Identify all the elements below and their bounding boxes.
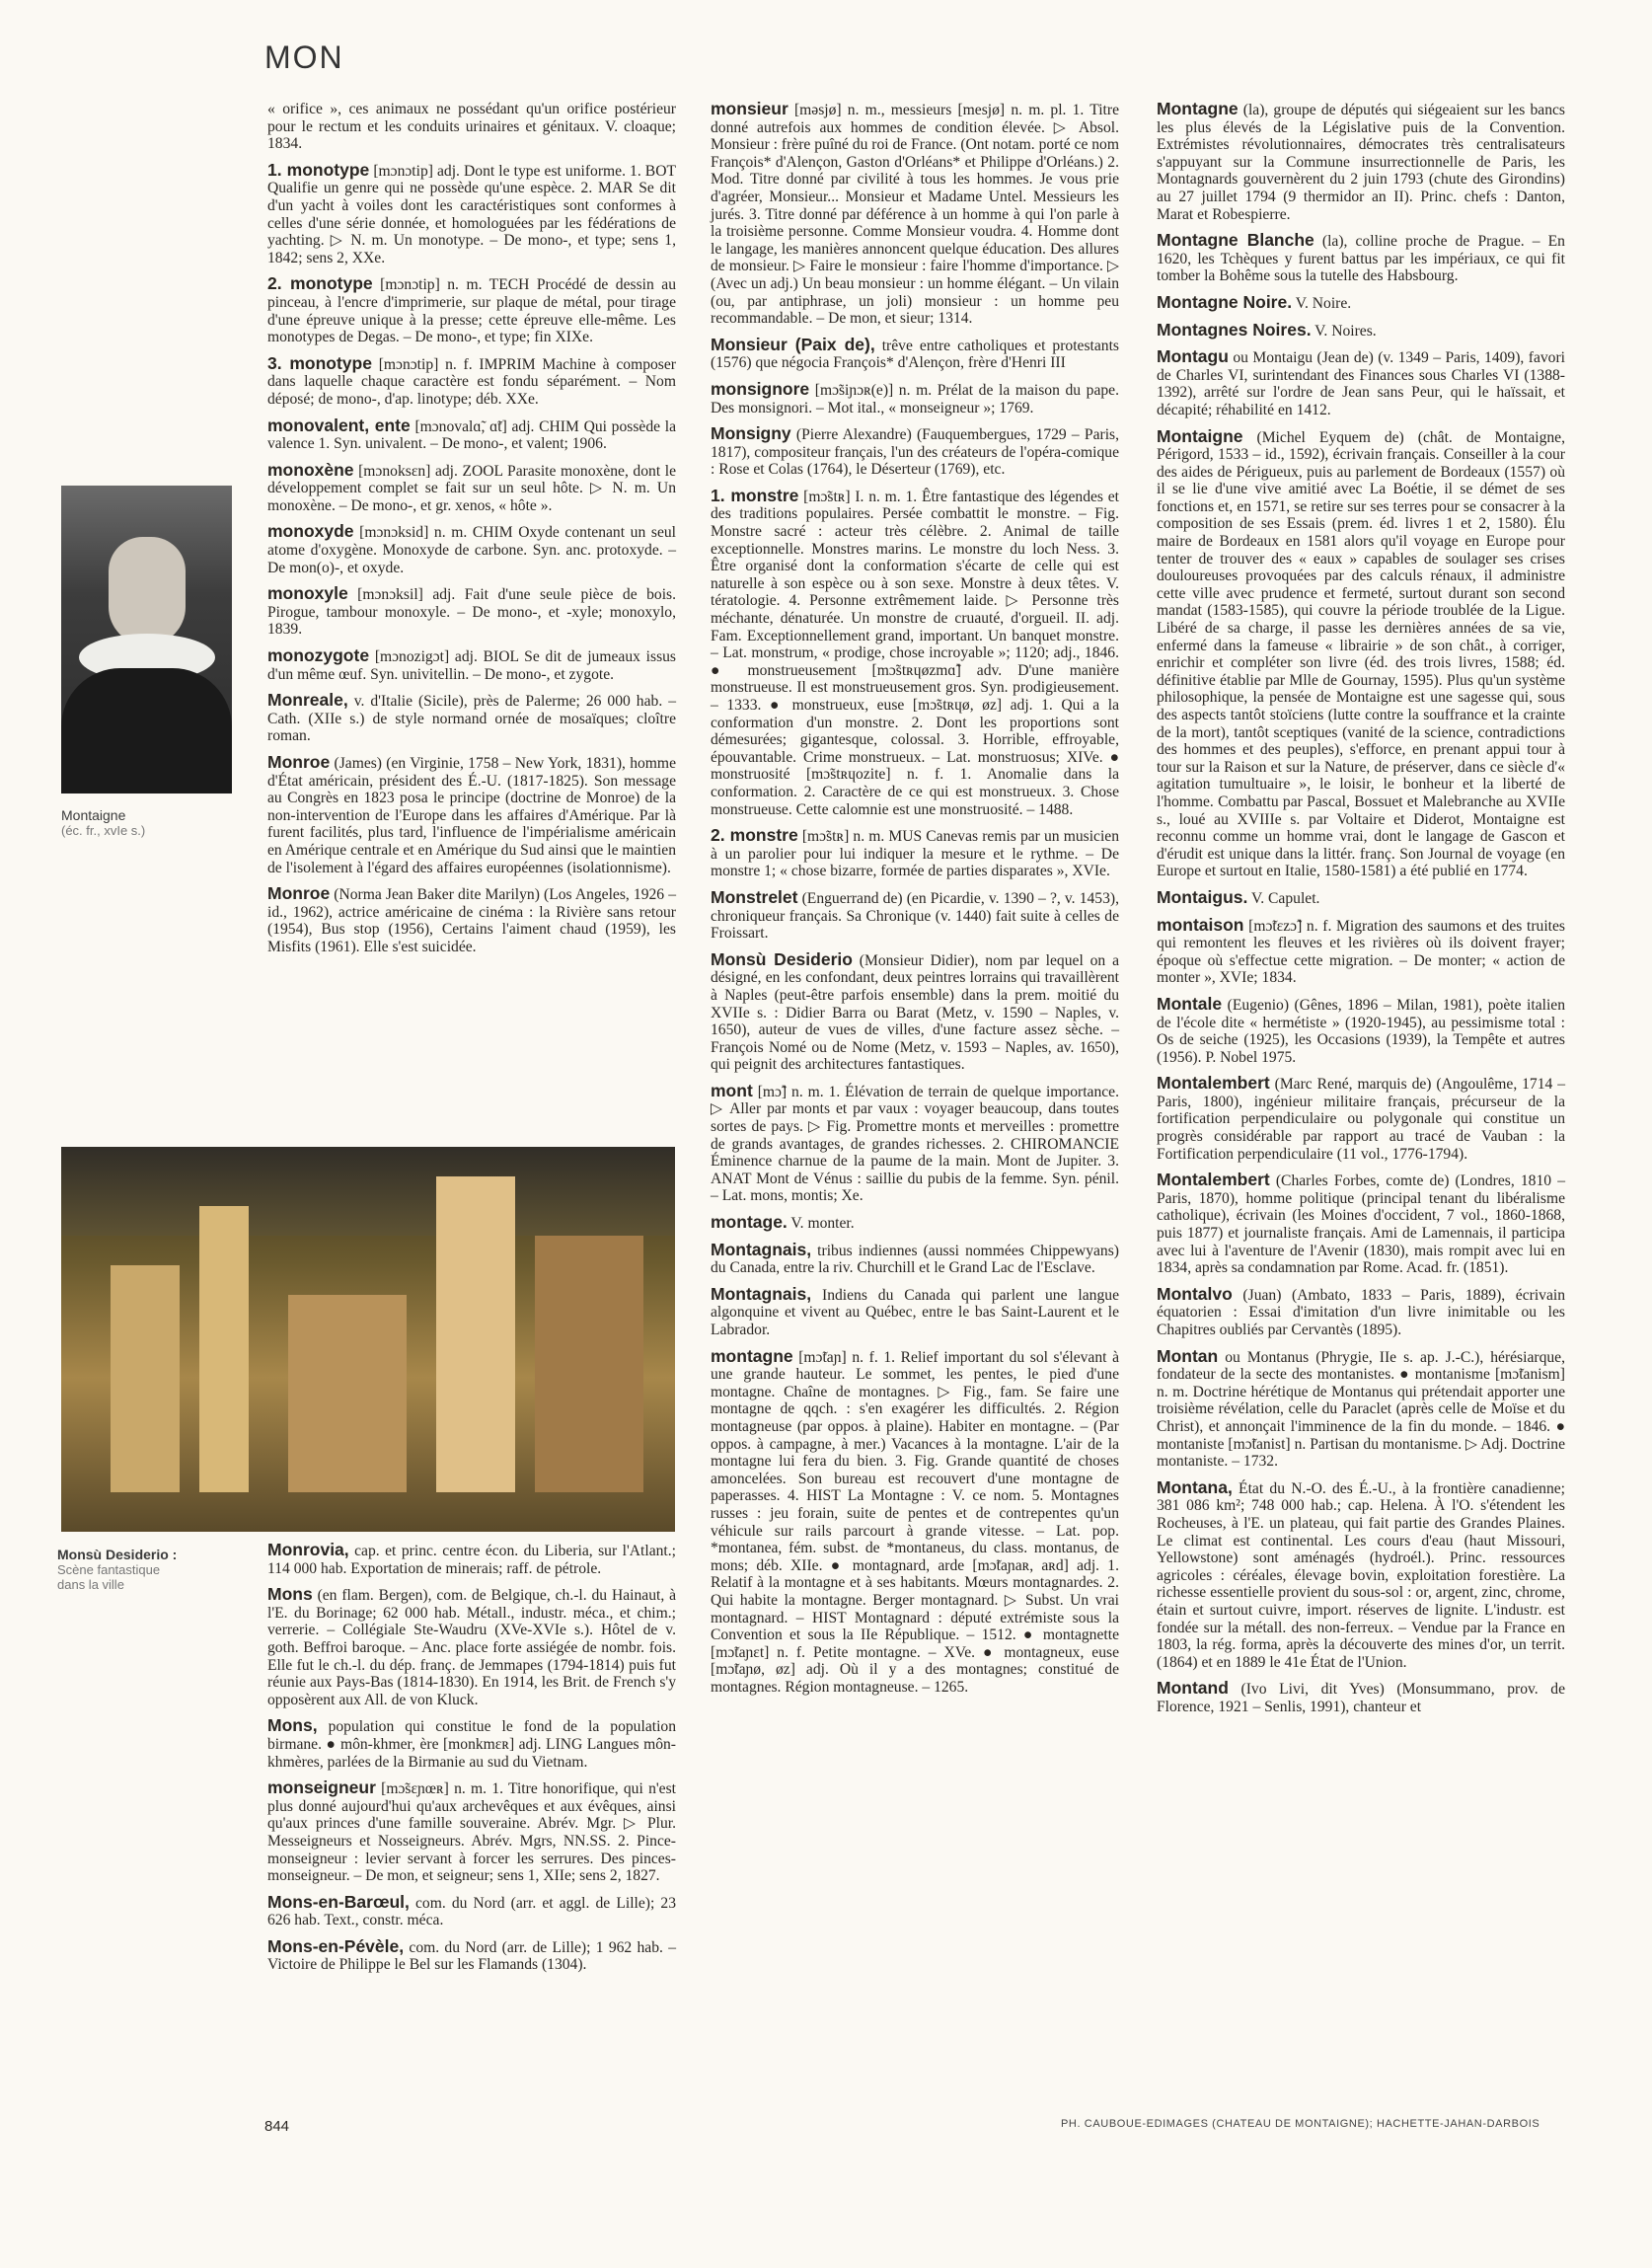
column-2-entries (711, 101, 1119, 1696)
page-number: 844 (264, 2118, 290, 2135)
entry-definition: [mɔnɔtip] n. f. IMPRIM Machine à composer dans laquelle chaque caractère est fondu séparément. – Nom déposé; de mono-, d'ap. linotype; déb. XXe. (267, 355, 676, 408)
dictionary-entry (1157, 1345, 1565, 1471)
entry-headword: Montagnais, (711, 1239, 812, 1259)
dictionary-entry (711, 1239, 1119, 1277)
entry-headword: mont (711, 1080, 753, 1100)
dictionary-entry (711, 1214, 1119, 1233)
entry-definition: (Pierre Alexandre) (Fauquembergues, 1729 – Paris, 1817), compositeur français, l'un des créateurs de l'opéra-comique : Rose et Colas (1764), le Déserteur (1769), etc. (711, 426, 1119, 479)
dictionary-entry (267, 1717, 676, 1771)
entry-headword: Monroe (267, 883, 331, 904)
dictionary-entry (1157, 291, 1565, 313)
entry-definition: « orifice », ces animaux ne possédant qu'un orifice postérieur pour le rectum et les conduits urinaires et génitaux. V. cloaque; 1834. (267, 101, 676, 153)
dictionary-entry (1157, 319, 1565, 340)
dictionary-entry (1157, 425, 1565, 880)
entry-definition: [mɔ̃siɲɔʀ(e)] n. m. Prélat de la maison du pape. Des monsignori. – Mot ital., « monseigneur »; 1769. (711, 381, 1119, 416)
dictionary-entry (711, 886, 1119, 943)
dictionary-entry (1157, 1476, 1565, 1672)
photo-credits: PH. CAUBOUE-EDIMAGES (CHATEAU DE MONTAIGNE); HACHETTE-JAHAN-DARBOIS (1061, 2118, 1540, 2130)
dictionary-entry (1157, 348, 1565, 418)
entry-definition: [mɔ̃] n. m. 1. Élévation de terrain de quelque importance. ▷ Aller par monts et par vaux : voyager beaucoup, dans toutes sortes de pays. ▷ Fig. Promettre monts et merveilles : promettre de grands avantages, de grandes richesses. 2. CHIROMANCIE Éminence charnue de la paume de la main. Mont de Jupiter. 3. ANAT Mont de Vénus : saillie du pubis de la femme. Syn. pénil. – Lat. mons, montis; Xe. (711, 1083, 1119, 1205)
entry-headword: 2. monstre (711, 825, 798, 846)
column-1-lower (267, 1542, 676, 1983)
entry-definition: [mɔnɔksid] n. m. CHIM Oxyde contenant un seul atome d'oxygène. Monoxyde de carbone. Syn. anc. protoxyde. – De mon(o)-, et oxyde. (267, 524, 676, 576)
entry-definition: (Marc René, marquis de) (Angoulême, 1714 – Paris, 1800), ingénieur militaire français, précurseur de la fortification perpendiculaire ou polygonale qui constitue un progrès considérable par rapport au tracé de Vauban : la Fortification perpendiculaire (11 vol., 1776-1794). (1157, 1076, 1565, 1163)
entry-definition: [mɔ̃tɛzɔ̃] n. f. Migration des saumons et des truites qui remontent les fleuves et les rivières où ils doivent frayer; époque où s'effectue cette migration. – De monter; « action de monter », XVIe; 1834. (1157, 917, 1565, 987)
entry-definition: tribus indiennes (aussi nommées Chippewyans) du Canada, entre la riv. Churchill et le Grand Lac de l'Esclave. (711, 1242, 1119, 1277)
dictionary-entry (267, 1542, 676, 1577)
entry-headword: Mons-en-Pévèle, (267, 1935, 405, 1956)
entry-definition: (James) (en Virginie, 1758 – New York, 1831), homme d'État américain, président des É.-U. (1817-1825). Son message au Congrès en 1823 posa le principe (doctrine de Monroe) de la non-intervention de l'Europe dans les affaires d'Amérique. Par là furent facilités, plus tard, l'influence de l'impérialisme américain en Amérique centrale et en Amérique du Sud ainsi que le maintien de l'isolement à l'égard des affaires européennes (isolationnisme). (267, 755, 676, 876)
dictionary-entry (711, 378, 1119, 416)
dictionary-entry (711, 1345, 1119, 1697)
entry-headword: Montagne Blanche (1157, 230, 1314, 251)
dictionary-entry (1157, 993, 1565, 1066)
dictionary-entry (267, 1586, 676, 1708)
dictionary-entry (267, 352, 676, 409)
entry-headword: Mons (267, 1584, 313, 1605)
painting-caption (57, 1547, 177, 1592)
entry-headword: Montaigne (1157, 425, 1243, 446)
dictionary-entry (267, 692, 676, 745)
dictionary-entry (711, 485, 1120, 818)
entry-definition: (Charles Forbes, comte de) (Londres, 1810 – Paris, 1870), homme politique (principal tenant du libéralisme catholique), écrivain (les Moines d'occident, 7 vol., 1860-1868, puis 1877) et journaliste français. Ami de Lamennais, il participa avec lui à l'aventure de l'Avenir (1830), mais rompit avec lui en 1834, après sa condamnation par Rome. Acad. fr. (1851). (1157, 1172, 1565, 1277)
entry-definition: (Monsieur Didier), nom par lequel on a désigné, en les confondant, deux peintres lorrains qui travaillèrent à Naples (peut-être parfois ensemble) dans la prem. moitié du XVIIe s. : Didier Barra ou Barat (Metz, v. 1590 – Naples, v. 1650), auteur de vues de villes, d'une facture assez sèche. – François Nomé ou de Nome (Metz, v. 1593 – Naples, av. 1650), qui peignit des architectures fantastiques. (711, 951, 1119, 1074)
entry-definition: V. Noire. (1292, 294, 1352, 312)
column-2 (711, 101, 1119, 1704)
column-1-entries (267, 101, 676, 956)
entry-headword: Montand (1157, 1678, 1229, 1699)
entry-definition: (la), colline proche de Prague. – En 1620, les Tchèques y furent battus par les impériaux, ce qui fit tomber la Bohême sous la tutelle des Habsbourg. (1157, 233, 1565, 285)
dictionary-entry (1157, 1680, 1565, 1715)
entry-headword: 1. monstre (711, 485, 799, 505)
entry-definition: v. d'Italie (Sicile), près de Palerme; 26 000 hab. – Cath. (XIIe s.) de style normand ornée de mosaïques; cloître roman. (267, 693, 676, 745)
entry-definition: population qui constitue le fond de la population birmane. ● môn-khmer, ère [monkmɛʀ] adj. LING Langues môn-khmères, parlées de la Birmanie au sud du Vietnam. (267, 1718, 676, 1771)
portrait-caption-sub: (éc. fr., xvIe s.) (61, 823, 146, 838)
entry-headword: Montan (1157, 1345, 1219, 1366)
entry-definition: cap. et princ. centre écon. du Liberia, sur l'Atlant.; 114 000 hab. Exportation de minerais; raff. de pétrole. (267, 1543, 676, 1577)
portrait-caption-title: Montaigne (61, 807, 126, 823)
entry-headword: monozygote (267, 645, 370, 666)
entry-headword: montaison (1157, 914, 1244, 935)
dictionary-entry (1157, 1075, 1565, 1163)
dictionary-entry (1157, 914, 1565, 987)
dictionary-entry (267, 523, 676, 576)
entry-headword: Montalvo (1157, 1283, 1233, 1304)
entry-headword: montage. (711, 1212, 788, 1233)
entry-headword: Monreale, (267, 690, 348, 711)
entry-headword: Montagne Noire. (1157, 291, 1293, 312)
entry-headword: monovalent, ente (267, 415, 411, 435)
entry-definition: V. Noires. (1311, 322, 1377, 340)
entry-headword: 2. monotype (267, 273, 373, 294)
entry-headword: monoxène (267, 459, 354, 480)
dictionary-entry (1157, 101, 1565, 223)
entry-definition: [mɔ̃stʀ] n. m. MUS Canevas remis par un musicien à un parolier pour lui indiquer la mesure et le rythme. – De monstre 1; « chose bizarre, formée de parties disparates », XVIe. (711, 828, 1120, 880)
dictionary-entry (267, 885, 676, 955)
entry-definition: (Eugenio) (Gênes, 1896 – Milan, 1981), poète italien de l'école dite « hermétiste » (1920-1945), au pessimisme total : Os de seiche (1925), les Occasions (1939), la Tempête et autres (1956). P. Nobel 1975. (1157, 996, 1565, 1066)
entry-headword: Monsigny (711, 423, 791, 444)
entry-headword: monoxyde (267, 521, 354, 542)
entry-headword: Monsieur (Paix de), (711, 334, 875, 354)
entry-definition: com. du Nord (arr. et aggl. de Lille); 23 626 hab. Text., constr. méca. (267, 1894, 676, 1929)
entry-headword: Montagu (1157, 346, 1229, 367)
entry-headword: Montalembert (1157, 1073, 1270, 1094)
entry-definition: [mɔnovalɑ̃, ɑ̃t] adj. CHIM Qui possède la valence 1. Syn. univalent. – De mono-, et valent; 1906. (267, 417, 677, 453)
entry-definition: V. monter. (787, 1215, 855, 1233)
entry-headword: 1. monotype (267, 159, 370, 180)
entry-definition: [mɔnozigɔt] adj. BIOL Se dit de jumeaux issus d'un même œuf. Syn. univitellin. – De mono-, et zygote. (267, 648, 676, 683)
entry-definition: [mɔnɔtip] adj. Dont le type est uniforme. 1. BOT Qualifie un genre qui ne possède qu'une espèce. 2. MAR Se dit d'un yacht à voiles dont les caractéristiques sont conformes à celles d'une série donnée, et homologuées par les fédérations de yachting. ▷ N. m. Un monotype. – De mono-, et type; sens 1, 1842; sens 2, XXe. (267, 162, 676, 266)
dictionary-entry (711, 948, 1119, 1074)
entry-definition: (Michel Eyquem de) (chât. de Montaigne, Périgord, 1533 – id., 1592), écrivain français. Conseiller à la cour des aides de Périgueux, puis au parlement de Bordeaux (1557) où il se lie d'une vive amitié avec La Boétie, il se démet de ses fonctions et, en 1571, se retire sur ses terres pour se consacrer à la composition de ses Essais (prem. éd. livres 1 et 2, 1580). Élu maire de Bordeaux en 1581 alors qu'il voyage en Europe pour tenter de trouver des « eaux » capables de soulager ses crises douloureuses provoquées par des calculs rénaux, il administre cette ville avec prudence et fermeté, surtout durant son second mandat (1583-1585), qui couvre la période troublée de la Ligue. Libéré de sa charge, il passe les dernières années de sa vie, enfermé dans la fameuse « librairie » de son chât., à corriger, enrichir et compléter son livre (éd. des trois livres, 1588; éd. définitive établie par Mlle de Gournay, 1595). Plus qu'un système philosophique, la pensée de Montaigne est une sagesse qui, sous des aspects tantôt stoïciens (lutte contre la souffrance et la crainte de la mort), tantôt sceptiques (vanité de la science, contradictions des hommes et des peuples), s'efforce, en prenant appui tour à tour sur la Raison et sur la Nature, de préserver, dans ce siècle d'« agitation tumultuaire », le loisir, le bonheur et la liberté de l'homme. Combattu par Pascal, Bossuet et Malebranche au XVIIe s., loué au XVIIIe s. par Voltaire et Diderot, Montaigne est reconnu comme un homme vrai, dont le langage de Gascon et d'érudit est unique dans la littér. franç. Son Journal de voyage (en Europe et surtout en Italie, 1580-1581) a été publié en 1774. (1157, 428, 1565, 880)
dictionary-entry (267, 101, 676, 153)
dictionary-entry (267, 754, 676, 876)
entry-headword: Montagnais, (711, 1283, 812, 1304)
dictionary-entry (1157, 1172, 1565, 1277)
entry-definition: com. du Nord (arr. de Lille); 1 962 hab. – Victoire de Philippe le Bel sur les Flamands (1304). (267, 1938, 676, 1974)
dictionary-entry (711, 1080, 1119, 1205)
entry-headword: Mons, (267, 1715, 318, 1736)
entry-definition: [məsjø] n. m., messieurs [mesjø] n. m. pl. 1. Titre donné autrefois aux hommes de condition élevée. ▷ Absol. Monsieur : frère puîné du roi de France. (Ont notam. porté ce nom François* d'Alençon, Gaston d'Orléans* et Philippe d'Orléans.) 2. Mod. Titre donné par civilité à tous les hommes. Je vous prie d'agréer, Monsieur... Monsieur et Madame Untel. Messieurs les jurés. 3. Titre donné par déférence à un homme à qui l'on parle à la troisième personne. Comme Monsieur voudra. 4. Homme dont le langage, les manières annoncent quelque éducation. Des allures de monsieur. ▷ Faire le monsieur : faire l'homme d'importance. ▷ (Avec un adj.) Un beau monsieur : un homme élégant. – Un vilain (ou, par antiphrase, un joli) monsieur : un homme peu recommandable. – De mon, et sieur; 1314. (711, 102, 1119, 328)
dictionary-entry (267, 585, 676, 639)
page-title: MON (264, 39, 344, 75)
dictionary-entry (267, 275, 676, 345)
entry-headword: Monsù Desiderio (711, 948, 853, 969)
dictionary-entry (711, 425, 1119, 479)
entry-definition: [mɔnɔtip] n. m. TECH Procédé de dessin au pinceau, à l'encre d'imprimerie, sur plaque de métal, pour tirage d'une épreuve unique à la presse; cette épreuve elle-même. Les monotypes de Degas. – De mono-, et type; fin XIXe. (267, 276, 676, 346)
dictionary-entry (711, 334, 1119, 372)
dictionary-entry (711, 101, 1119, 328)
dictionary-entry (1157, 1283, 1565, 1339)
entry-headword: Monrovia, (267, 1540, 349, 1559)
dictionary-entry (1157, 886, 1565, 908)
painting-caption-sub1: Scène fantastique (57, 1562, 161, 1577)
entry-definition: (Juan) (Ambato, 1833 – Paris, 1889), écrivain équatorien : Essai d'imitation d'un livre inimitable ou les Chapitres oubliés par Cervantès (1895). (1157, 1286, 1565, 1338)
entry-definition: [mɔnɔksil] adj. Fait d'une seule pièce de bois. Pirogue, tambour monoxyle. – De mono-, et -xyle; monoxylo, 1839. (267, 586, 676, 639)
entry-headword: Montagne (1157, 99, 1239, 118)
entry-definition: [mɔ̃taɲ] n. f. 1. Relief important du sol s'élevant à une grande hauteur. Le sommet, les pentes, le pied d'une montagne. Chaîne de montagnes. ▷ Fig., fam. Se faire une montagne de qqch. : s'en exagérer les difficultés. 2. Région montagneuse (par oppos. à plaine). Habiter en montagne. – (Par oppos. à campagne, à mer.) Vacances à la montagne. L'air de la montagne lui fera du bien. 3. Fig. Grande quantité de choses amoncelées. Son bureau est recouvert d'une montagne de paperasses. 4. HIST La Montagne : V. ce nom. 5. Montagnes russes : jeu forain, suite de pentes et de contrepentes qu'un véhicule sur rails parcourt à grande vitesse. – Lat. pop. *montanea, fém. subst. de *montaneus, du class. montanus, de mons; déb. XIIe. ● montagnard, arde [mɔ̃taɲaʀ, aʀd] adj. 1. Relatif à la montagne et à ses habitants. Mœurs montagnardes. 2. Qui habite la montagne. Berger montagnard. ▷ Subst. Un vrai montagnard. – HIST Montagnard : député extrémiste sous la Convention et sous la IIe République. – 1512. ● montagnette [mɔ̃taɲɛt] n. f. Petite montagne. – XVe. ● montagneux, euse [mɔ̃taɲø, øz] adj. Où il y a des montagnes; constitué de montagnes. Région montagneuse. – 1265. (711, 1348, 1119, 1696)
entry-definition: V. Capulet. (1247, 889, 1320, 907)
entry-headword: Montale (1157, 993, 1223, 1014)
dictionary-entry (711, 827, 1119, 880)
entry-definition: (Norma Jean Baker dite Marilyn) (Los Angeles, 1926 – id., 1962), actrice américaine de cinéma : la Rivière sans retour (1954), Bus stop (1956), Certains l'aiment chaud (1959), les Misfits (1961). Elle s'est suicidée. (267, 886, 676, 955)
dictionary-entry (267, 647, 676, 683)
entry-headword: monoxyle (267, 583, 348, 604)
entry-headword: montagne (711, 1345, 793, 1366)
entry-definition: [mɔ̃stʀ] I. n. m. 1. Être fantastique des légendes et des traditions populaires. Persée combattit le monstre. – Fig. Monstre sacré : acteur très célèbre. 2. Animal de taille exceptionnelle. Monstres marins. Le monstre du loch Ness. 3. Être organisé dont la conformation s'écarte de celle qui est naturelle à son espèce ou à son sexe. Monstre à deux têtes. V. tératologie. 4. Personne extrêmement laide. ▷ Personne très méchante, dénaturée. Un monstre de cruauté, d'orgueil. II. adj. Fam. Exceptionnellement grand, important. Un banquet monstre. – Lat. monstrum, « prodige, chose incroyable »; 1120; adj., 1846. ● monstrueusement [mɔ̃stʀɥøzmɑ̃] adv. D'une manière monstrueuse. Il est monstrueusement gros. Syn. prodigieusement. – 1333. ● monstrueux, euse [mɔ̃stʀɥø, øz] adj. 1. Qui a la conformation d'un monstre. 2. Dont les proportions sont démesurées; gigantesque, colossal. 3. Horrible, effroyable, épouvantable. Crime monstrueux. – Lat. monstruosus; XIVe. ● monstruosité [mɔ̃stʀɥozite] n. f. 1. Anomalie dans la conformation. 2. Caractère de ce qui est monstrueux. 3. Chose monstrueuse. Cette calomnie est une monstruosité. – 1488. (711, 488, 1120, 818)
entry-definition: Indiens du Canada qui parlent une langue algonquine et vivent au Québec, entre le bas Saint-Laurent et le Labrador. (711, 1286, 1119, 1338)
entry-headword: Montana, (1157, 1476, 1233, 1497)
entry-headword: Montagnes Noires. (1157, 319, 1312, 340)
entry-definition: ou Montaigu (Jean de) (v. 1349 – Paris, 1409), favori de Charles VI, surintendant des Finances sous Charles VI (1388-1392), arrêté sur l'ordre de Jean sans Peur, qui le haïssait, et décapité; réhabilité en 1412. (1157, 349, 1565, 418)
entry-definition: (en flam. Bergen), com. de Belgique, ch.-l. du Hainaut, à l'E. du Borinage; 62 000 hab. Métall., industr. méca., et chim.; verrerie. – Collégiale Ste-Waudru (XVe-XVIe s.). Hôtel de v. goth. Beffroi baroque. – Anc. place forte assiégée de nombr. fois. Elle fut le ch.-l. du dép. franç. de Jemmapes (1794-1814) puis fut réunie aux Pays-Bas (1814-1830). En 1914, les Brit. de French s'y opposèrent aux All. de von Kluck. (267, 1587, 676, 1708)
entry-definition: ou Montanus (Phrygie, IIe s. ap. J.-C.), hérésiarque, fondateur de la secte des montanistes. ● montanisme [mɔ̃tanism] n. m. Doctrine hérétique de Montanus qui prétendait apporter une troisième révélation, celle du Paraclet (après celle de Moïse et du Christ), et annonçait l'imminence de la fin du monde. – 1846. ● montaniste [mɔ̃tanist] n. Partisan du montanisme. ▷ Adj. Doctrine montaniste. – 1732. (1157, 1348, 1565, 1471)
dictionary-entry (1157, 232, 1565, 285)
left-margin (0, 0, 257, 2268)
entry-definition: État du N.-O. des É.-U., à la frontière canadienne; 381 086 km²; 748 000 hab.; cap. Helena. À l'O. s'étendent les Rocheuses, à l'E. un plateau, qui fait partie des Grandes Plaines. Le climat est continental. Les cours d'eau (haut Missouri, Yellowstone) sont aménagés (hydroél.). Princ. ressources agricoles : céréales, élevage bovin, exploitation forestière. La richesse essentielle provient du sous-sol : or, argent, zinc, chrome, étain et surtout cuivre, import. réserves de lignite. L'industr. est fondée sur la métall. des non-ferreux. – Vendue par la France en 1803, la rég. forma, après la découverte des mines d'or, un territ. (1864) et en 1889 le 41e État de l'Union. (1157, 1479, 1565, 1671)
portrait-caption (61, 807, 145, 838)
dictionary-entry (267, 159, 676, 267)
column-3-entries (1157, 101, 1565, 1715)
painting-caption-title: Monsù Desiderio : (57, 1547, 178, 1562)
dictionary-entry (267, 1779, 676, 1885)
dictionary-entry (711, 1283, 1119, 1339)
entry-headword: monseigneur (267, 1777, 376, 1798)
painting-caption-sub2: dans la ville (57, 1577, 124, 1592)
entry-headword: Monstrelet (711, 886, 798, 907)
entry-headword: monsieur (711, 99, 788, 118)
dictionary-entry (267, 1891, 676, 1929)
entry-definition: trêve entre catholiques et protestants (1576) que négocia François* d'Alençon, frère d'Henri III (711, 337, 1119, 372)
dictionary-entry (267, 1935, 676, 1974)
entry-definition: (la), groupe de députés qui siégeaient sur les bancs les plus élevés de la Législative puis de la Convention. Extrémistes révolutionnaires, démocrates très centralisateurs s'appuyant sur la Commune insurrectionnelle de Paris, les Montagnards gouvernèrent du 2 juin 1793 (chute des Girondins) au 27 juillet 1794 (9 thermidor an II). Princ. chefs : Danton, Marat et Robespierre. (1157, 102, 1565, 223)
dictionary-entry (267, 417, 676, 453)
column-3 (1157, 101, 1565, 1724)
dictionary-entry (267, 459, 676, 515)
monsu-desiderio-painting (61, 1147, 675, 1532)
column-1-lower-entries (267, 1542, 676, 1974)
entry-headword: Monroe (267, 752, 331, 772)
entry-definition: (Enguerrand de) (en Picardie, v. 1390 – ?, v. 1453), chroniqueur français. Sa Chronique (v. 1440) fait suite à celles de Froissart. (711, 889, 1119, 943)
entry-headword: Montalembert (1157, 1170, 1270, 1190)
montaigne-portrait (61, 486, 232, 794)
entry-definition: [mɔnoksɛn] adj. ZOOL Parasite monoxène, dont le développement complet se fait sur un seul hôte. ▷ N. m. Un monoxène. – De mono-, et gr. xenos, « hôte ». (267, 462, 676, 514)
entry-headword: 3. monotype (267, 352, 372, 373)
entry-definition: [mɔ̃sɛɲœʀ] n. m. 1. Titre honorifique, qui n'est plus donné aujourd'hui qu'aux archevêques et aux évêques, ainsi qu'aux princes d'une famille souveraine. Abrév. Mgr. ▷ Plur. Messeigneurs et Nosseigneurs. Abrév. Mgrs, NN.SS. 2. Pince-monseigneur : levier servant à forcer les serrures. Des pinces-monseigneur. – De mon, et seigneur; sens 1, XIIe; sens 2, 1827. (267, 1780, 676, 1885)
entry-headword: Mons-en-Barœul, (267, 1891, 410, 1912)
entry-definition: (Ivo Livi, dit Yves) (Monsummano, prov. de Florence, 1921 – Senlis, 1991), chanteur et (1157, 1681, 1565, 1715)
column-1 (267, 101, 676, 965)
entry-headword: Montaigus. (1157, 886, 1248, 907)
entry-headword: monsignore (711, 378, 810, 399)
